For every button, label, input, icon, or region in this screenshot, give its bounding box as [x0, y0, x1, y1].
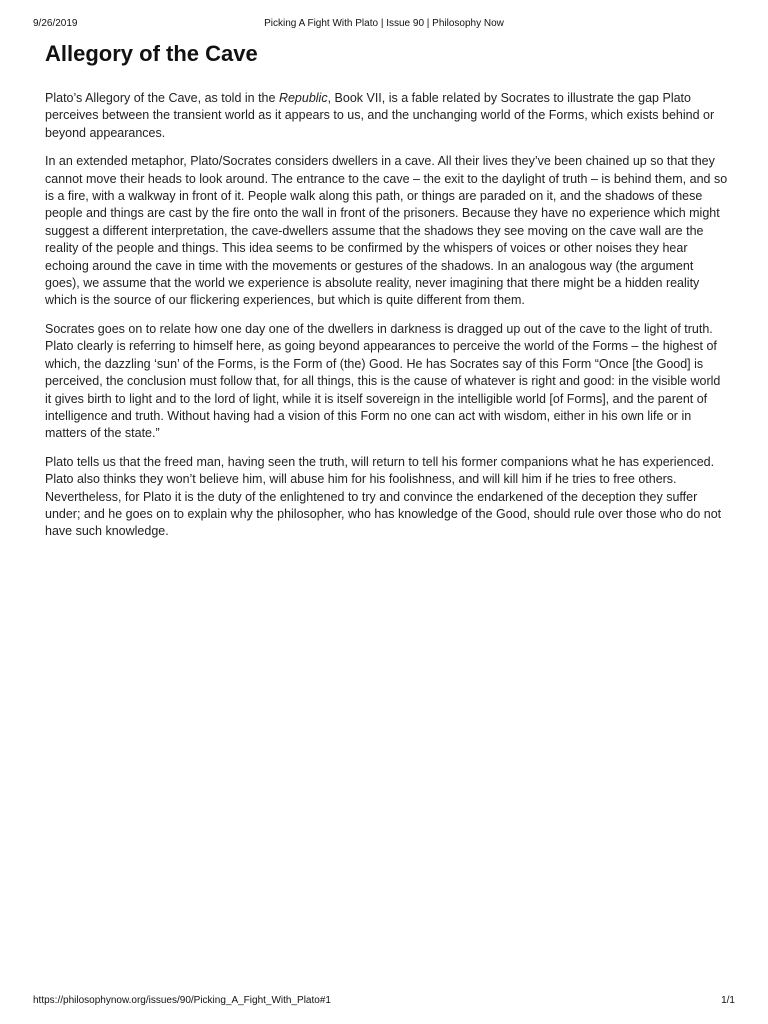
- paragraph-1-end: , Book VII, is a fable related by Socrates to illustrate the gap Plato perceives between the transient world as it appears to us, and the unchanging world of the Forms, which exists behind or beyond appearances.: [45, 91, 715, 140]
- paragraph-3: Socrates goes on to relate how one day one of the dwellers in darkness is dragged up out of the cave to the light of truth. Plato clearly is referring to himself here, as going beyond appearances to perceive the world of the Forms – the highest of which, the dazzling ‘sun’ of the Forms, is the Form of (the) Good. He has Socrates say of this Form “Once [the Good] is perceived, the conclusion must follow that, for all things, this is the cause of whatever is right and good: in the visible world it gives birth to light and to the lord of light, while it is itself sovereign in the intelligible world [of Forms], and the parent of intelligence and truth. Without having had a vision of this Form no one can act with wisdom, either in his own life or in matters of the state.”: [45, 321, 721, 441]
- print-footer: [33, 994, 735, 1008]
- paragraph-4: Plato tells us that the freed man, having seen the truth, will return to tell his former companions what he has experienced. Plato also thinks they won’t believe him, will abuse him for his foolishness, and will kill him if he tries to free others. Nevertheless, for Plato it is the duty of the enlightened to try and convince the endarkened of the deception they suffer under; and he goes on to explain why the philosopher, who has knowledge of the Good, should rule over those who do not have such knowledge.: [45, 454, 722, 539]
- republic-italic: Republic: [278, 91, 328, 105]
- paragraph-1: [45, 90, 729, 142]
- article-body: [45, 40, 729, 552]
- article-heading: Allegory of the Cave: [45, 41, 258, 66]
- print-url: https://philosophynow.org/issues/90/Picking_A_Fight_With_Plato#1: [33, 995, 331, 1006]
- page-number: 1/1: [721, 995, 735, 1006]
- paragraph-2: In an extended metaphor, Plato/Socrates considers dwellers in a cave. All their lives they’ve been chained up so that they cannot move their heads to look around. The entrance to the cave – the exit to the daylight of truth – is behind them, and so is a fire, with a walkway in front of it. People walk along this path, or things are paraded on it, and the shadows of these people and things are cast by the fire onto the wall in front of the prisoners. Because they have no experience which might suggest a different interpretation, the cave-dwellers assume that the shadows they see moving on the cave wall are the reality of the people and things. This idea seems to be confirmed by the whispers of voices or other noises they hear echoing around the cave in time with the movements or gestures of the shadows. In an analogous way (the argument goes), we assume that the world we experience is absolute reality, never imagining that there might be a hidden reality which is the source of our flickering experiences, but which is quite different from them.: [45, 154, 728, 308]
- paragraph-1-start: Plato’s Allegory of the Cave, as told in the: [45, 91, 279, 105]
- print-page-title: Picking A Fight With Plato | Issue 90 | Philosophy Now: [264, 18, 504, 29]
- print-date: 9/26/2019: [33, 18, 78, 29]
- print-header: [33, 17, 735, 31]
